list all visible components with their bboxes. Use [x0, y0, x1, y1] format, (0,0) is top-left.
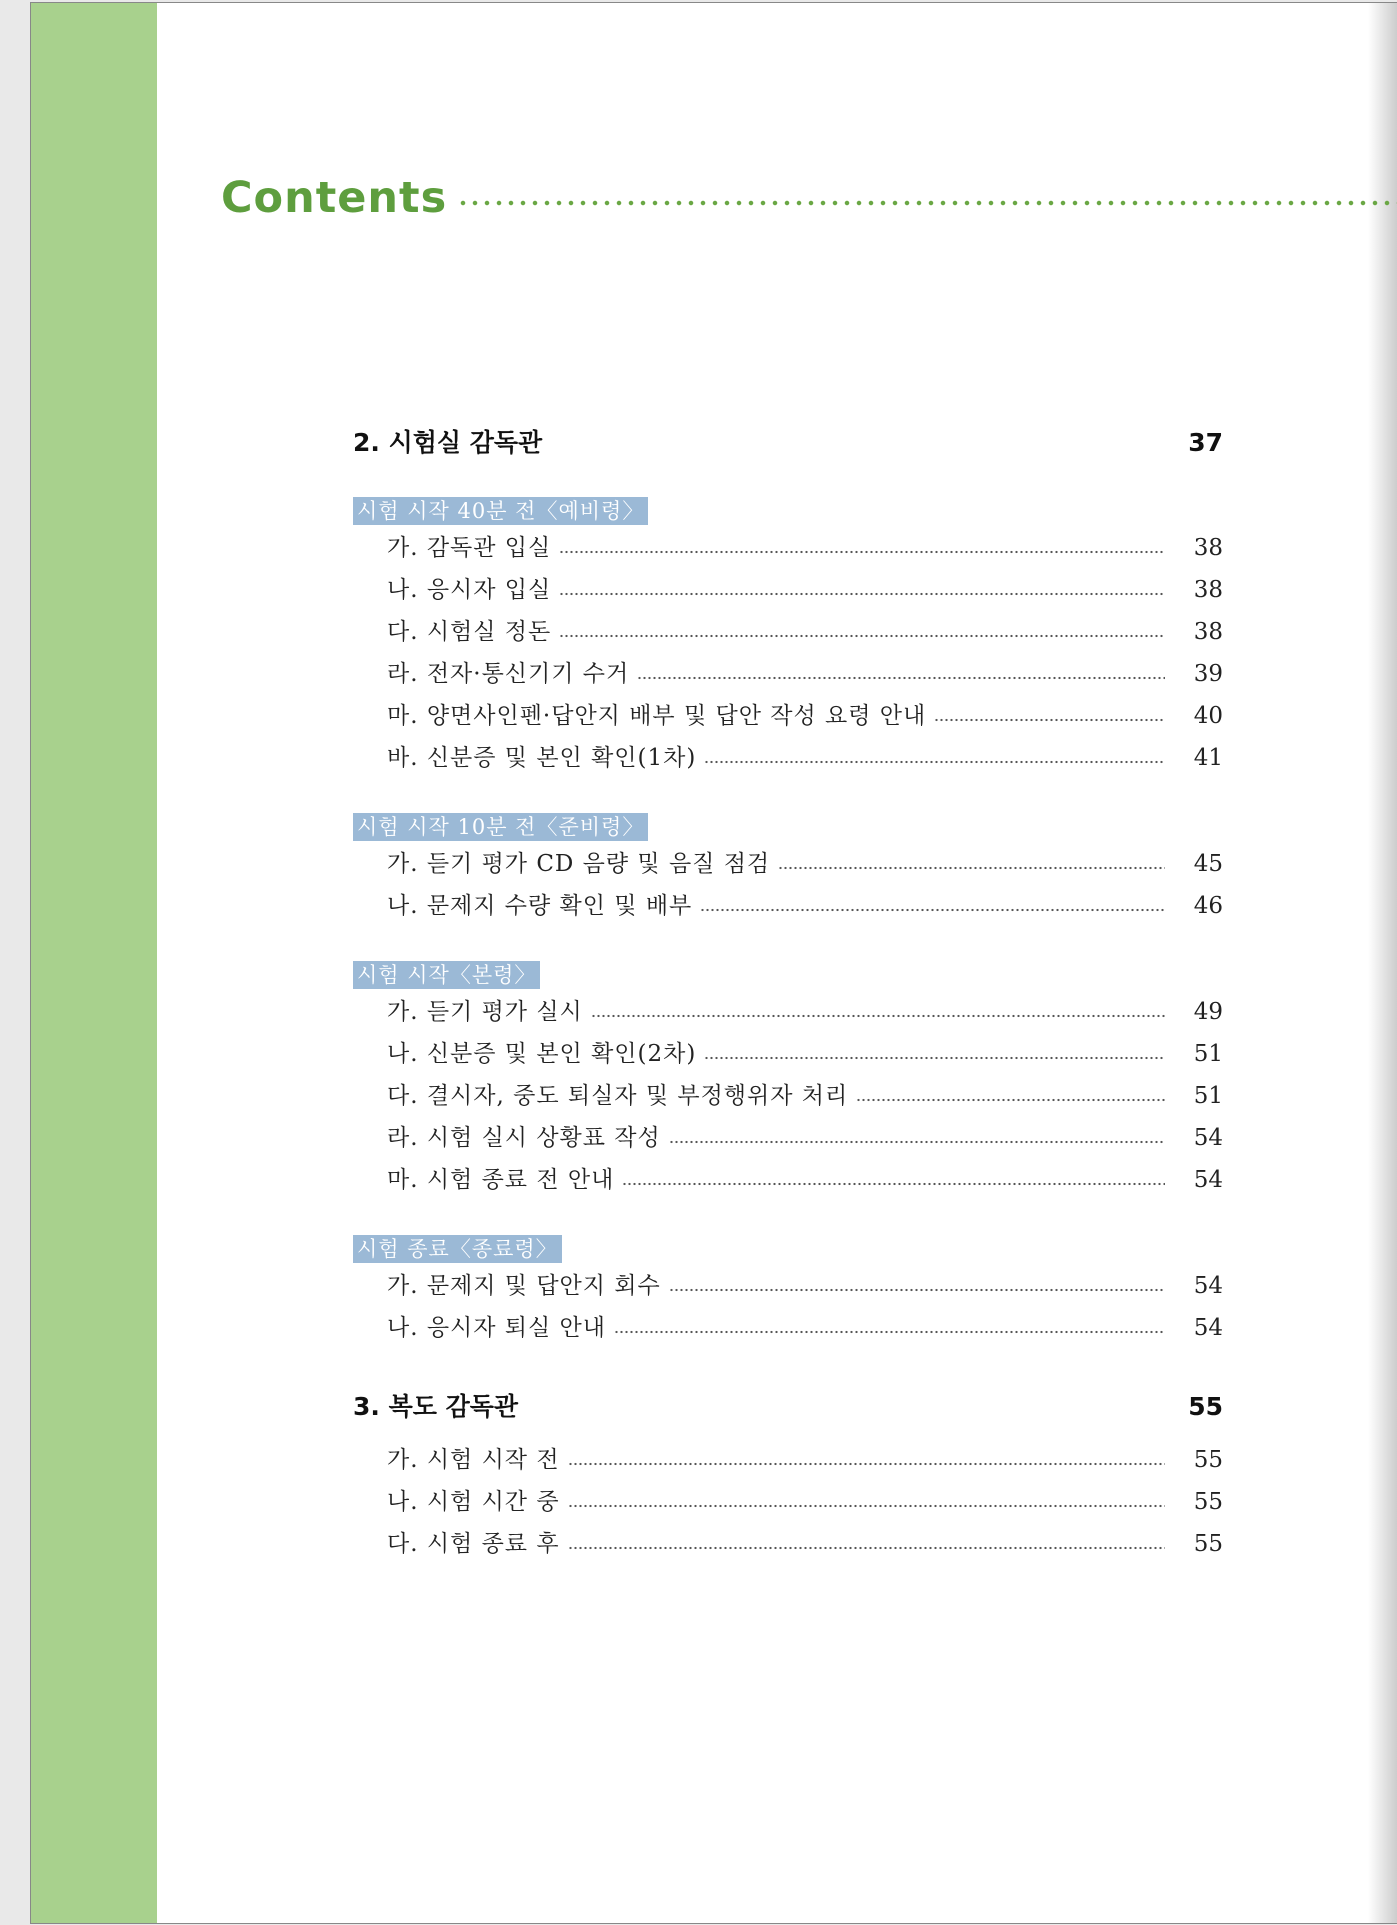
toc-entry[interactable]	[353, 1481, 1223, 1523]
chapter-2-heading[interactable]	[353, 423, 1223, 463]
leader-dots	[934, 718, 1165, 722]
leader-dots	[591, 1014, 1165, 1018]
entry-page: 51	[1193, 1041, 1223, 1067]
leader-dots	[559, 592, 1165, 596]
entry-page: 49	[1193, 999, 1223, 1025]
entry-page: 55	[1193, 1489, 1223, 1515]
toc-section	[353, 927, 1223, 1201]
toc-entry[interactable]	[353, 885, 1223, 927]
toc-entry[interactable]	[353, 843, 1223, 885]
leader-dots	[614, 1330, 1165, 1334]
toc-entry[interactable]	[353, 1159, 1223, 1201]
entry-text: 라. 전자·통신기기 수거	[387, 661, 630, 687]
entry-text: 다. 결시자, 중도 퇴실자 및 부정행위자 처리	[387, 1083, 849, 1109]
leader-dots	[704, 760, 1165, 764]
entry-page: 54	[1193, 1273, 1223, 1299]
entry-page: 54	[1193, 1315, 1223, 1341]
entry-page: 38	[1193, 619, 1223, 645]
leader-dots	[568, 1504, 1165, 1508]
chapter-3-heading[interactable]	[353, 1387, 1223, 1427]
entry-page: 51	[1193, 1083, 1223, 1109]
leader-dots	[669, 1140, 1165, 1144]
contents-title: Contents	[221, 173, 448, 223]
leader-dots	[778, 866, 1165, 870]
leader-dots	[559, 634, 1165, 638]
toc-entry[interactable]	[353, 527, 1223, 569]
entry-text: 바. 신분증 및 본인 확인(1차)	[387, 745, 697, 771]
toc-entry[interactable]	[353, 695, 1223, 737]
section-label: 시험 시작〈본령〉	[353, 961, 540, 989]
entry-page: 38	[1193, 535, 1223, 561]
toc-entry[interactable]	[353, 1439, 1223, 1481]
entry-page: 54	[1193, 1167, 1223, 1193]
entry-page: 39	[1193, 661, 1223, 687]
entry-text: 라. 시험 실시 상황표 작성	[387, 1125, 661, 1151]
toc-entry[interactable]	[353, 611, 1223, 653]
entry-text: 나. 응시자 퇴실 안내	[387, 1315, 606, 1341]
page-edge-shadow	[1368, 3, 1397, 1923]
entry-text: 마. 시험 종료 전 안내	[387, 1167, 615, 1193]
entry-text: 가. 듣기 평가 CD 음량 및 음질 점검	[387, 851, 771, 877]
table-of-contents	[353, 423, 1223, 1565]
leader-dots	[856, 1098, 1165, 1102]
contents-dotted-rule	[457, 199, 1397, 207]
entry-text: 나. 시험 시간 중	[387, 1489, 560, 1515]
entry-text: 가. 문제지 및 답안지 회수	[387, 1273, 661, 1299]
section-label: 시험 종료〈종료령〉	[353, 1235, 562, 1263]
section-label: 시험 시작 10분 전〈준비령〉	[353, 813, 648, 841]
leader-dots	[669, 1288, 1165, 1292]
entry-page: 38	[1193, 577, 1223, 603]
entry-text: 가. 시험 시작 전	[387, 1447, 560, 1473]
entry-page: 55	[1193, 1447, 1223, 1473]
toc-entry[interactable]	[353, 1265, 1223, 1307]
entry-text: 가. 듣기 평가 실시	[387, 999, 583, 1025]
chapter-page: 55	[1188, 1392, 1223, 1421]
entry-text: 가. 감독관 입실	[387, 535, 552, 561]
toc-entry[interactable]	[353, 569, 1223, 611]
leader-dots	[700, 908, 1165, 912]
entry-text: 나. 신분증 및 본인 확인(2차)	[387, 1041, 697, 1067]
entry-page: 54	[1193, 1125, 1223, 1151]
leader-dots	[559, 550, 1165, 554]
toc-entry[interactable]	[353, 991, 1223, 1033]
toc-entry[interactable]	[353, 653, 1223, 695]
document-page	[30, 2, 1397, 1924]
toc-entry[interactable]	[353, 737, 1223, 779]
chapter-title: 2. 시험실 감독관	[353, 428, 543, 457]
entry-text: 나. 문제지 수량 확인 및 배부	[387, 893, 693, 919]
entry-text: 다. 시험실 정돈	[387, 619, 552, 645]
entry-page: 41	[1193, 745, 1223, 771]
entry-page: 40	[1193, 703, 1223, 729]
contents-header	[221, 173, 1397, 233]
toc-section	[353, 463, 1223, 779]
leader-dots	[568, 1546, 1165, 1550]
toc-section	[353, 779, 1223, 927]
leader-dots	[704, 1056, 1165, 1060]
entry-text: 나. 응시자 입실	[387, 577, 552, 603]
chapter-title: 3. 복도 감독관	[353, 1392, 519, 1421]
toc-entry[interactable]	[353, 1523, 1223, 1565]
toc-entry[interactable]	[353, 1307, 1223, 1349]
entry-text: 다. 시험 종료 후	[387, 1531, 560, 1557]
toc-entry[interactable]	[353, 1033, 1223, 1075]
leader-dots	[637, 676, 1165, 680]
leader-dots	[568, 1462, 1165, 1466]
entry-page: 55	[1193, 1531, 1223, 1557]
entry-page: 46	[1193, 893, 1223, 919]
entry-page: 45	[1193, 851, 1223, 877]
chapter-page: 37	[1188, 428, 1223, 457]
toc-section	[353, 1201, 1223, 1349]
entry-text: 마. 양면사인펜·답안지 배부 및 답안 작성 요령 안내	[387, 703, 927, 729]
toc-entry[interactable]	[353, 1075, 1223, 1117]
green-margin-bar	[31, 3, 157, 1923]
toc-entry[interactable]	[353, 1117, 1223, 1159]
section-label: 시험 시작 40분 전〈예비령〉	[353, 497, 648, 525]
leader-dots	[622, 1182, 1165, 1186]
